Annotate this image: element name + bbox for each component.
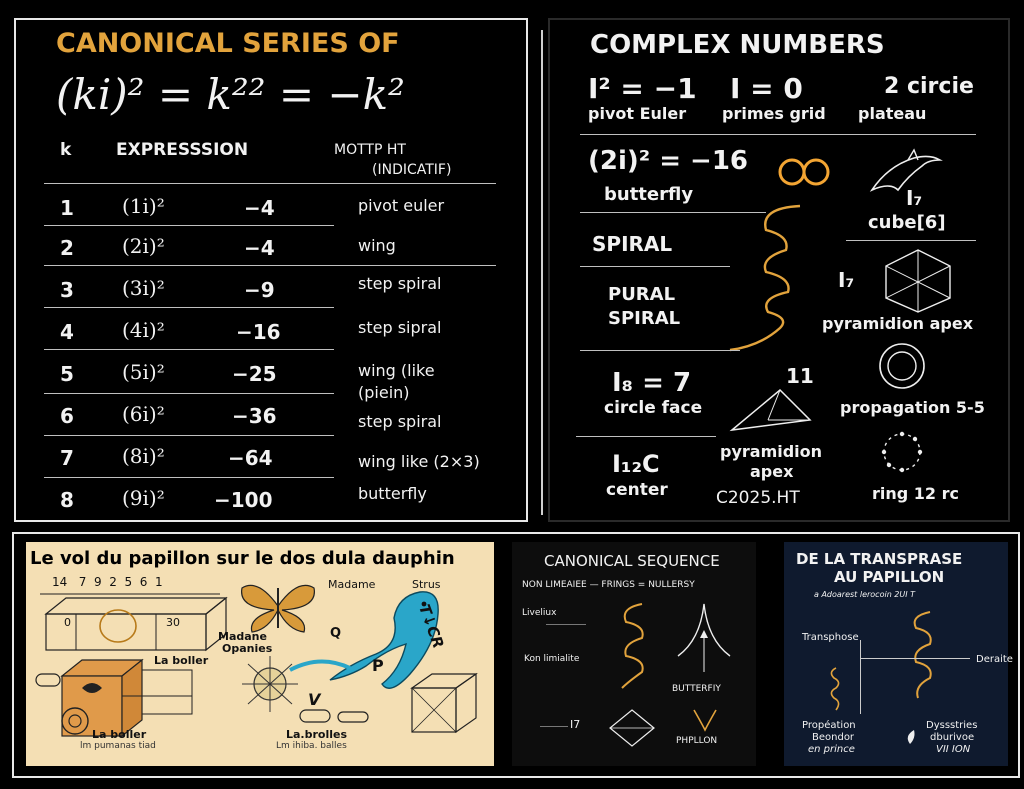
dyss-label-3: VII ION xyxy=(936,744,971,755)
cylinder-icon xyxy=(34,670,64,690)
row-motif: wing like (2×3) xyxy=(358,452,480,471)
peak-icon xyxy=(674,600,734,680)
ring-12-icon xyxy=(876,430,936,480)
label-pivot-euler: pivot Euler xyxy=(588,104,687,123)
top-numbers: 14 7 9 2 5 6 1 xyxy=(52,575,163,589)
dyss-label-1: Dyssstries xyxy=(926,720,978,731)
pyramidion-apex-label: apex xyxy=(750,462,794,481)
row-k: 1 xyxy=(60,196,74,220)
row-motif: step sipral xyxy=(358,318,442,337)
pural-label: PURAL xyxy=(608,284,676,305)
la-brolles-label: La.brolles xyxy=(286,728,348,741)
q-letter: Q xyxy=(330,626,342,641)
transprase-subtitle: a Adoarest lerocoin 2UI T xyxy=(814,590,916,599)
row-value: −9 xyxy=(244,278,275,302)
row-motif: pivot euler xyxy=(358,196,445,215)
row-rule xyxy=(44,225,334,226)
small-gold-wings-icon xyxy=(690,706,720,732)
transphose-horizontal xyxy=(860,658,970,659)
row-k: 6 xyxy=(60,404,74,428)
v-letter: V xyxy=(308,690,321,709)
infinity-glow-icon xyxy=(776,152,836,192)
liveliux-label: Liveliux xyxy=(522,608,557,618)
transprase-title-1: DE LA TRANSPRASE xyxy=(796,550,963,568)
i7-rule xyxy=(540,726,568,727)
row-expression: (9i)² xyxy=(122,486,165,510)
deraite-label: Deraite xyxy=(976,654,1013,665)
opanies-label: Opanies xyxy=(222,642,273,655)
la-boller-label-2: La boller xyxy=(92,728,147,741)
small-orange-spiral-icon xyxy=(826,664,846,714)
circle-face-rule xyxy=(576,436,716,437)
row-k: 7 xyxy=(60,446,74,470)
copyright: C2025.HT xyxy=(716,488,800,508)
row-expression: (5i)² xyxy=(122,360,165,384)
formula-2circle: 2 circie xyxy=(884,74,974,99)
row-expression: (3i)² xyxy=(122,276,165,300)
row-value: −4 xyxy=(244,236,275,260)
diamond-icon xyxy=(608,708,658,748)
i7-label-a: I₇ xyxy=(906,186,923,210)
spiral-label: SPIRAL xyxy=(592,232,673,256)
row-value: −25 xyxy=(232,362,277,386)
header-expression: EXPRESSSION xyxy=(116,140,249,160)
i7-mid-label: I7 xyxy=(570,718,581,731)
canonical-sequence-title: CANONICAL SEQUENCE xyxy=(544,552,720,570)
i7-label-b: I₇ xyxy=(838,268,855,292)
main-formula: (ki)² = k²² = −k² xyxy=(56,70,405,119)
panel-divider xyxy=(541,30,543,515)
row-rule xyxy=(44,477,334,478)
cube-rule xyxy=(846,240,976,241)
propeation-label-3: en prince xyxy=(808,744,855,755)
row-value: −16 xyxy=(236,320,281,344)
p-letter: P xyxy=(372,656,384,675)
pyramid-apex-label: pyramidion apex xyxy=(822,314,974,333)
papillon-mid-label: PHPLLON xyxy=(676,736,718,746)
row-motif: step spiral xyxy=(358,412,442,431)
i8-formula: I₈ = 7 xyxy=(612,368,692,398)
propeation-label-1: Propéation xyxy=(802,720,856,731)
header-motif: MOTTP HT xyxy=(334,142,406,158)
left-panel-title: CANONICAL SERIES OF xyxy=(56,28,400,59)
row-expression: (2i)² xyxy=(122,234,165,258)
header-k: k xyxy=(60,140,72,160)
row-value: −64 xyxy=(228,446,273,470)
eleven-label: 11 xyxy=(786,364,814,388)
formula-i2: I² = −1 xyxy=(588,72,697,105)
row-expression: (4i)² xyxy=(122,318,165,342)
row-expression: (6i)² xyxy=(122,402,165,426)
row-expression: (8i)² xyxy=(122,444,165,468)
header-motif-sub: (INDICATIF) xyxy=(372,162,452,178)
label-plateau: plateau xyxy=(858,104,927,123)
cube-icon xyxy=(878,246,958,316)
right-panel-title: COMPLEX NUMBERS xyxy=(590,30,885,60)
formula-i0: I = 0 xyxy=(730,72,803,105)
butterfly-mid-label: BUTTERFIY xyxy=(672,684,721,694)
ring-icon xyxy=(874,342,934,392)
propeation-label-2: Beondor xyxy=(812,732,855,743)
center-label: center xyxy=(606,480,668,500)
madane-label: Madane xyxy=(218,630,267,643)
bottom-left-title: Le vol du papillon sur le dos dula dauphin xyxy=(30,548,455,569)
row-value: −100 xyxy=(214,488,273,512)
madame-top-label: Madame xyxy=(328,578,376,591)
dyss-label-2: dburivoe xyxy=(930,732,975,743)
row-rule xyxy=(44,349,334,350)
mid-gold-spiral-icon xyxy=(612,600,662,690)
propagation-label: propagation 5-5 xyxy=(840,398,985,417)
pural-rule xyxy=(580,350,740,351)
row-rule xyxy=(44,435,334,436)
row-rule xyxy=(44,265,496,266)
burst-icon xyxy=(236,654,306,714)
ring-label: ring 12 rc xyxy=(872,484,959,503)
butterfly-formula: (2i)² = −16 xyxy=(588,146,749,176)
butterfly-label: butterfly xyxy=(604,184,694,205)
i12-formula: I₁₂C xyxy=(612,450,660,478)
row-motif: wing (like (piein) xyxy=(358,361,435,402)
table-header-rule xyxy=(44,183,496,184)
row-motif: wing xyxy=(358,236,396,255)
transphose-label: Transphose xyxy=(802,632,859,643)
strus-label: Strus xyxy=(412,578,441,591)
top-row-rule xyxy=(580,134,976,135)
row-expression: (1i)² xyxy=(122,194,165,218)
canonical-sequence-subtitle: NON LIMEAIEE — FRINGS = NULLERSY xyxy=(522,580,695,590)
kon-label: Kon limialite xyxy=(524,654,580,664)
sub-balles-label: Lm ihiba. balles xyxy=(276,741,347,751)
gear-icon xyxy=(58,704,92,738)
row-rule xyxy=(44,307,334,308)
row-rule xyxy=(44,393,334,394)
box-label-a: 0 xyxy=(64,616,71,629)
spiral-rule xyxy=(580,266,730,267)
liveliux-rule xyxy=(546,624,586,625)
transprase-title-2: AU PAPILLON xyxy=(834,568,945,586)
sub-tiad-label: lm pumanas tiad xyxy=(80,741,156,751)
row-value: −36 xyxy=(232,404,277,428)
row-k: 5 xyxy=(60,362,74,386)
row-k: 2 xyxy=(60,236,74,260)
label-primes-grid: primes grid xyxy=(722,104,826,123)
pural-spiral-label: SPIRAL xyxy=(608,308,681,329)
row-k: 3 xyxy=(60,278,74,302)
row-motif: step spiral xyxy=(358,274,442,293)
transphose-vertical xyxy=(860,640,861,714)
pyramidion-label: pyramidion xyxy=(720,442,823,461)
gold-spiral-icon xyxy=(730,200,820,350)
row-motif: butterfly xyxy=(358,484,427,503)
circle-face-label: circle face xyxy=(604,398,703,418)
la-boller-label-1: La boller xyxy=(154,654,209,667)
leaf-icon xyxy=(904,728,918,746)
pyramid-icon xyxy=(728,386,818,436)
row-k: 4 xyxy=(60,320,74,344)
wire-cube-icon xyxy=(402,668,482,738)
row-k: 8 xyxy=(60,488,74,512)
box-label-b: 30 xyxy=(166,616,180,629)
ticker-label: T↓CR xyxy=(415,602,448,651)
cube-label: cube[6] xyxy=(868,212,946,233)
row-value: −4 xyxy=(244,196,275,220)
